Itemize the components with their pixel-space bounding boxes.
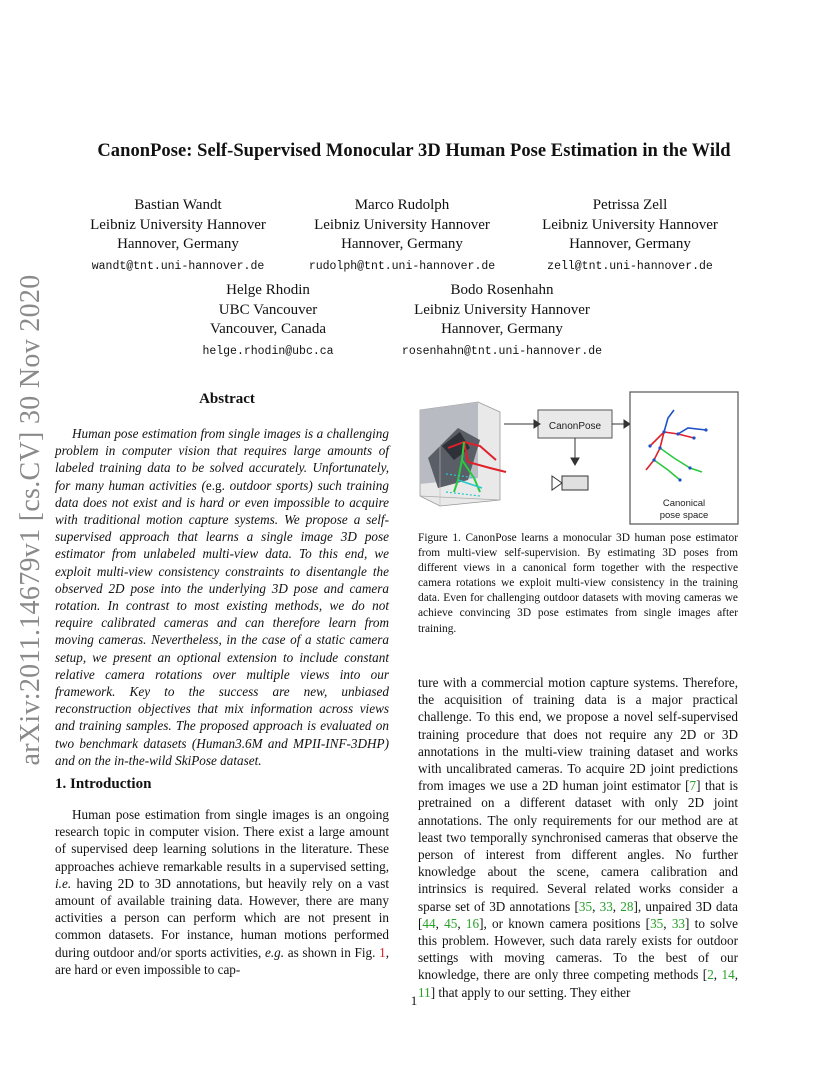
abstract-heading: Abstract bbox=[199, 391, 255, 407]
abstract-text bbox=[55, 425, 389, 769]
citation-separator: , bbox=[435, 915, 445, 931]
abstract-part: Human pose estimation from single images is a challenging problem in computer vision that requires large amounts of labeled training data to be solved accurately. Unfortunately, for many human activities ( bbox=[55, 426, 389, 493]
citation-separator: , bbox=[734, 967, 738, 983]
citation-link[interactable]: 7 bbox=[689, 778, 697, 794]
intro-part: , are hard or even impossible to cap- bbox=[55, 944, 389, 977]
author-block bbox=[168, 281, 368, 361]
camera-icon bbox=[552, 476, 588, 490]
author-location: Vancouver, Canada bbox=[209, 321, 326, 337]
citation-link[interactable]: 11 bbox=[418, 984, 431, 1000]
author-location: Hannover, Germany bbox=[117, 236, 239, 252]
citation-link[interactable]: 2 bbox=[707, 967, 714, 983]
author-block bbox=[520, 196, 740, 276]
body-part: ] to solve this problem. However, such data rarely exists for outdoor settings with moving cameras. To the best of our knowledge, there are only three competing methods [ bbox=[418, 915, 739, 983]
author-location: Hannover, Germany bbox=[441, 321, 563, 337]
body-part: ] that apply to our setting. They either bbox=[430, 984, 631, 1000]
body-part: ] that is pretrained on a different dataset with only 2D joint annotations. The only requirements for our method are at least two temporally synchronised cameras that observe the person of interest from different angles. No further knowledge about the scene, camera calibration and intrinsics is required. Several related works consider a sparse set of 3D annotations [ bbox=[418, 778, 738, 914]
author-email[interactable]: zell@tnt.uni-hannover.de bbox=[547, 259, 713, 273]
intro-ie: i.e. bbox=[55, 875, 72, 891]
canonical-pose-space bbox=[630, 392, 738, 524]
citation-separator: , bbox=[592, 898, 600, 914]
author-location: Hannover, Germany bbox=[341, 236, 463, 252]
citation-link[interactable]: 44 bbox=[422, 915, 436, 931]
author-email[interactable]: helge.rhodin@ubc.ca bbox=[202, 344, 334, 358]
intro-text bbox=[55, 806, 389, 978]
right-column-text bbox=[418, 674, 738, 1001]
author-affiliation: Leibniz University Hannover bbox=[90, 216, 266, 233]
figure-1-diagram bbox=[418, 388, 740, 528]
citation-link[interactable]: 35 bbox=[578, 898, 593, 914]
intro-heading: 1. Introduction bbox=[55, 776, 152, 792]
citation-link[interactable]: 35 bbox=[650, 915, 664, 931]
figure-ref-link[interactable]: 1 bbox=[379, 944, 386, 960]
citation-link[interactable]: 16 bbox=[465, 915, 480, 931]
citation-link[interactable]: 33 bbox=[599, 898, 613, 914]
author-email[interactable]: rosenhahn@tnt.uni-hannover.de bbox=[401, 344, 603, 358]
author-location: Hannover, Germany bbox=[569, 236, 691, 252]
citation-separator: , bbox=[663, 915, 672, 931]
author-block bbox=[68, 196, 288, 276]
intro-part: as shown in Fig. bbox=[284, 944, 380, 960]
author-email[interactable]: wandt@tnt.uni-hannover.de bbox=[91, 259, 265, 273]
author-block bbox=[290, 196, 514, 276]
author-affiliation: Leibniz University Hannover bbox=[542, 216, 718, 233]
canonical-label-line2: pose space bbox=[659, 510, 709, 521]
author-name: Marco Rudolph bbox=[354, 197, 450, 213]
author-affiliation: Leibniz University Hannover bbox=[414, 301, 590, 318]
arxiv-stamp bbox=[0, 274, 62, 766]
citation-link[interactable]: 28 bbox=[620, 898, 634, 914]
author-affiliation: UBC Vancouver bbox=[218, 301, 318, 318]
author-email[interactable]: rudolph@tnt.uni-hannover.de bbox=[308, 259, 496, 273]
canonpose-label: CanonPose bbox=[548, 421, 602, 432]
intro-eg: e.g. bbox=[265, 944, 285, 960]
author-name: Bodo Rosenhahn bbox=[450, 282, 554, 298]
citation-separator: , bbox=[612, 898, 621, 914]
author-affiliation: Leibniz University Hannover bbox=[314, 216, 490, 233]
body-part: ], or known camera positions [ bbox=[479, 915, 651, 931]
author-block bbox=[384, 281, 620, 361]
body-part: ], unpaired 3D data [ bbox=[418, 898, 738, 931]
paper-title: CanonPose: Self-Supervised Monocular 3D Human Pose Estimation in the Wild bbox=[97, 141, 731, 161]
author-name: Bastian Wandt bbox=[134, 197, 222, 213]
canonical-label-line1: Canonical bbox=[662, 498, 706, 509]
intro-part: having 2D to 3D annotations, but heavily rely on a vast amount of available training data. However, there are many activities a person can perform which are not present in common datasets. For instance, human motions performed during outdoor and/or sports activities, bbox=[55, 875, 389, 960]
figure-caption: Figure 1. CanonPose learns a monocular 3D human pose estimator from multi-view self-supervision. By estimating 3D poses from different views in a canonical form together with the respective camera rotations we exploit multi-view consistency in the training data. Even for challenging outdoor datasets with moving cameras we achieve convincing 3D pose estimates from single images after training. bbox=[418, 532, 738, 635]
author-name: Petrissa Zell bbox=[592, 197, 668, 213]
citation-link[interactable]: 45 bbox=[444, 915, 458, 931]
skier-photo bbox=[420, 402, 506, 506]
page-number: 1 bbox=[410, 993, 418, 1008]
abstract-part: outdoor sports) such training data does not exist and is hard or even impossible to acquire with traditional motion capture systems. We propose a self-supervised approach that learns a single image 3D pose estimator from unlabeled multi-view data. To this end, we exploit multi-view consistency constraints to disentangle the observed 2D pose into the underlying 3D pose and camera rotation. In contrast to most existing methods, we do not require calibrated cameras and can therefore learn from moving cameras. Nevertheless, in the case of a static camera setup, we present an optional extension to include constant relative camera rotations over multiple views into our framework. Key to the success are new, unbiased reconstruction objectives that mix information across views and training samples. The proposed approach is evaluated on two benchmark datasets (Human3.6M and MPII-INF-3DHP) and on the in-the-wild SkiPose dataset. bbox=[55, 477, 389, 768]
arxiv-stamp-text: arXiv:2011.14679v1 [cs.CV] 30 Nov 2020 bbox=[15, 274, 46, 766]
citation-link[interactable]: 14 bbox=[721, 967, 735, 983]
abstract-eg: e.g. bbox=[205, 477, 225, 493]
intro-part: Human pose estimation from single images is an ongoing research topic in computer vision. There exist a large amount of supervised deep learning solutions in the literature. These approaches achieve remarkable results in a supervised setting, bbox=[55, 807, 389, 874]
figure-1 bbox=[418, 388, 740, 528]
author-name: Helge Rhodin bbox=[226, 282, 310, 298]
body-part: ture with a commercial motion capture systems. Therefore, the acquisition of training data is a major practical challenge. To this end, we propose a novel self-supervised training procedure that does not require any 2D or 3D annotations in the multi-view training dataset and works with uncalibrated cameras. To acquire 2D joint predictions from images we use a 2D human joint estimator [ bbox=[418, 675, 738, 794]
citation-link[interactable]: 33 bbox=[671, 915, 685, 931]
canonpose-network-box bbox=[538, 410, 612, 438]
citation-separator: , bbox=[713, 967, 722, 983]
citation-separator: , bbox=[457, 915, 466, 931]
